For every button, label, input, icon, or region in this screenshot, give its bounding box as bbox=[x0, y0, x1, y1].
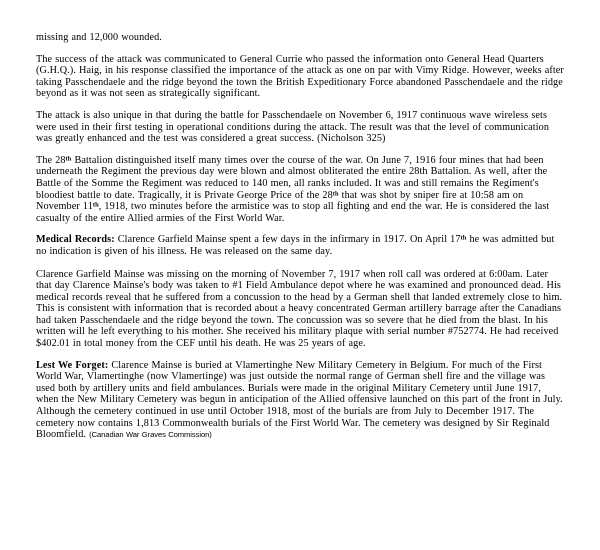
paragraph-attack-success: The success of the attack was communicated to General Currie who passed the information onto General Head Quarters (G.H.Q.). Haig, in his response classified the importance of the attack as one on par with Vimy Ridge. However, weeks after taking Passchendaele and the ridge beyond the town the British Expeditionary Force abandoned Passchendaele and the ridge beyond as it was not seen as strategically significant. bbox=[36, 53, 564, 100]
paragraph-wireless-sets: The attack is also unique in that during the battle for Passchendaele on November 6, 1917 continuous wave wireless sets were used in their first testing in operational conditions during the attack. The result was that the level of communication was greatly enhanced and the test was considered a great success. (Nicholson 325) bbox=[36, 109, 550, 145]
paragraph-missing-november-7: Clarence Garfield Mainse was missing on the morning of November 7, 1917 when roll call was ordered at 6:00am. Later that day Clarence Mainse's body was taken to #1 Field Ambulance depot where he was examined and pronounced dead. His medical records reveal that he suffered from a concussion to the head by a German shell that landed extremely close to him. This is consistent with information that is recorded about a heavy concentrated German artillery barrage after the Canadians had taken Passchendaele and the ridge beyond the town. The concussion was so severe that he died from the blast. In his written will he left everything to his mother. She received his military plaque with serial number #752774. He had received $402.01 in total money from the CEF until his death. He was 25 years of age. bbox=[36, 268, 563, 350]
ordinal-suffix: th bbox=[65, 155, 72, 163]
source-citation: (Canadian War Graves Commission) bbox=[89, 430, 212, 440]
text-run: he was admitted but no indication is given of his illness. He was released on the same day. bbox=[36, 234, 555, 257]
paragraph-medical-records bbox=[36, 234, 566, 257]
ordinal-suffix: th bbox=[332, 189, 339, 197]
document-text-body bbox=[36, 32, 566, 441]
section-label: Medical Records: bbox=[36, 234, 115, 246]
paragraph-lest-we-forget bbox=[36, 360, 566, 441]
ordinal-suffix: th bbox=[92, 201, 99, 209]
text-run: that was shot by sniper fire at 10:58 am on November 11 bbox=[36, 189, 524, 213]
paragraph-missing-and-wounded: missing and 12,000 wounded. bbox=[36, 32, 162, 43]
section-label: Lest We Forget: bbox=[36, 359, 109, 371]
text-run: The 28 bbox=[36, 154, 66, 166]
text-run: Clarence Mainse is buried at Vlamertinghe New Military Cemetery in Belgium. For much of the First World War, Vlamertinghe (now Vlamertinge) was just outside the normal range of German shell fire and the village was used both by artillery units and field ambulances. Burials were made in the original Military Cemetery until June 1917, when the New Military Cemetery was begun in anticipation of the Allied offensive launched on this part of the front in July. Although the cemetery continued in use until October 1918, most of the burials are from July to December 1917. The cemetery now contains 1,813 Commonwealth burials of the First World War. The cemetery was designed by Sir Reginald Bloomfield. bbox=[36, 359, 563, 441]
ordinal-suffix: th bbox=[460, 234, 467, 242]
paragraph-28th-battalion bbox=[36, 155, 566, 225]
text-run: , 1918, two minutes before the armistice was to stop all fighting and end the war. He is considered the last casualty of the entire Allied armies of the First World War. bbox=[36, 201, 550, 224]
text-run: Battalion distinguished itself many times over the course of the war. On June 7, 1916 four mines that had been underneath the Regiment the previous day were blown and almost obliterated the entire 28th Battalion. As well, after the Battle of the Somme the Regiment was reduced to 140 men, all ranks included. It was and still remains the Regiment's bloodiest battle to date. Tragically, it is Private George Price of the 28 bbox=[36, 154, 548, 201]
text-run: Clarence Garfield Mainse spent a few days in the infirmary in 1917. On April 17 bbox=[114, 234, 461, 246]
